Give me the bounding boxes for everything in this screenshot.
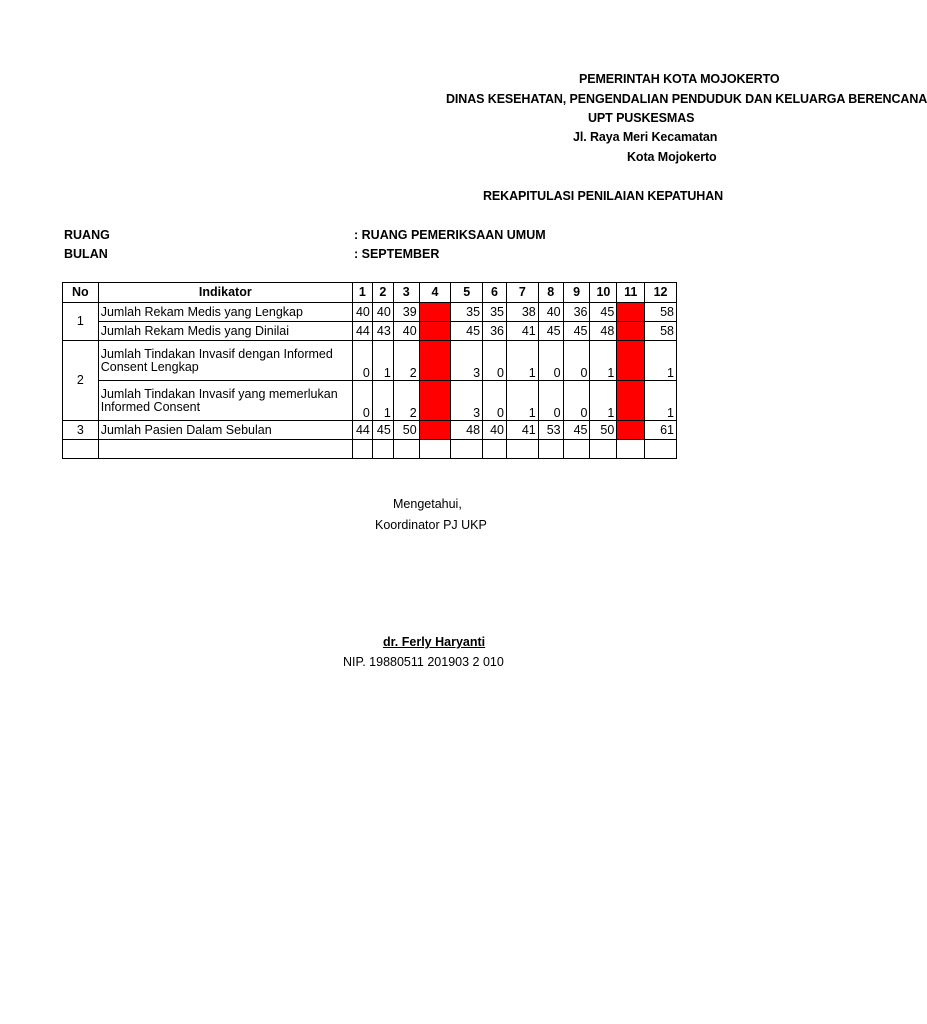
col-header-day: 7 [506, 283, 538, 303]
highlight-cell [419, 322, 451, 341]
value-cell: 40 [483, 421, 507, 440]
value-cell: 35 [483, 303, 507, 322]
header-line-2: DINAS KESEHATAN, PENGENDALIAN PENDUDUK DAN KELUARGA BERENCANA [446, 92, 927, 106]
value-cell: 58 [645, 322, 677, 341]
col-header-day: 6 [483, 283, 507, 303]
value-cell: 48 [590, 322, 617, 341]
value-cell: 0 [563, 341, 590, 381]
ruang-value: : RUANG PEMERIKSAAN UMUM [354, 228, 546, 242]
col-header-no: No [63, 283, 99, 303]
header-line-4: Jl. Raya Meri Kecamatan [573, 130, 718, 144]
value-cell: 36 [563, 303, 590, 322]
value-cell: 44 [352, 322, 372, 341]
empty-cell [63, 440, 99, 459]
header-line-1: PEMERINTAH KOTA MOJOKERTO [579, 72, 780, 86]
col-header-indikator: Indikator [98, 283, 352, 303]
value-cell: 0 [538, 341, 563, 381]
empty-cell [617, 440, 645, 459]
mengetahui-label: Mengetahui, [393, 497, 462, 511]
value-cell: 45 [538, 322, 563, 341]
value-cell: 2 [393, 381, 419, 421]
highlight-cell [419, 303, 451, 322]
value-cell: 40 [352, 303, 372, 322]
value-cell: 1 [372, 341, 393, 381]
value-cell: 2 [393, 341, 419, 381]
value-cell: 45 [590, 303, 617, 322]
col-header-day: 9 [563, 283, 590, 303]
value-cell: 3 [451, 381, 483, 421]
bulan-label: BULAN [64, 247, 108, 261]
value-cell: 36 [483, 322, 507, 341]
highlight-cell [617, 303, 645, 322]
value-cell: 1 [372, 381, 393, 421]
empty-cell [372, 440, 393, 459]
empty-cell [563, 440, 590, 459]
col-header-day: 4 [419, 283, 451, 303]
value-cell: 41 [506, 421, 538, 440]
table-row [63, 303, 677, 322]
value-cell: 40 [372, 303, 393, 322]
value-cell: 1 [590, 341, 617, 381]
col-header-day: 10 [590, 283, 617, 303]
highlight-cell [419, 421, 451, 440]
col-header-day: 5 [451, 283, 483, 303]
table-header-row [63, 283, 677, 303]
table-row [63, 421, 677, 440]
value-cell: 0 [563, 381, 590, 421]
value-cell: 45 [563, 421, 590, 440]
value-cell: 58 [645, 303, 677, 322]
value-cell: 43 [372, 322, 393, 341]
empty-cell [645, 440, 677, 459]
value-cell: 1 [506, 341, 538, 381]
value-cell: 45 [372, 421, 393, 440]
value-cell: 50 [590, 421, 617, 440]
value-cell: 61 [645, 421, 677, 440]
table-row [63, 341, 677, 381]
empty-cell [483, 440, 507, 459]
empty-cell [538, 440, 563, 459]
empty-cell [98, 440, 352, 459]
value-cell: 39 [393, 303, 419, 322]
indicator-label: Jumlah Pasien Dalam Sebulan [98, 421, 352, 440]
row-number: 3 [63, 421, 99, 440]
empty-cell [451, 440, 483, 459]
highlight-cell [617, 421, 645, 440]
value-cell: 1 [645, 381, 677, 421]
empty-cell [590, 440, 617, 459]
empty-cell [352, 440, 372, 459]
col-header-day: 11 [617, 283, 645, 303]
value-cell: 41 [506, 322, 538, 341]
col-header-day: 12 [645, 283, 677, 303]
value-cell: 45 [451, 322, 483, 341]
value-cell: 1 [506, 381, 538, 421]
col-header-day: 3 [393, 283, 419, 303]
value-cell: 0 [352, 381, 372, 421]
indicator-label: Jumlah Tindakan Invasif yang memerlukan Informed Consent [98, 381, 352, 421]
value-cell: 0 [538, 381, 563, 421]
indicator-label: Jumlah Tindakan Invasif dengan Informed Consent Lengkap [98, 341, 352, 381]
table-row [63, 322, 677, 341]
value-cell: 40 [393, 322, 419, 341]
highlight-cell [617, 381, 645, 421]
value-cell: 1 [590, 381, 617, 421]
ruang-label: RUANG [64, 228, 110, 242]
table-row-empty [63, 440, 677, 459]
value-cell: 0 [352, 341, 372, 381]
indicator-label: Jumlah Rekam Medis yang Dinilai [98, 322, 352, 341]
value-cell: 0 [483, 341, 507, 381]
value-cell: 45 [563, 322, 590, 341]
rekap-table [62, 282, 677, 459]
koordinator-label: Koordinator PJ UKP [375, 518, 487, 532]
bulan-value: : SEPTEMBER [354, 247, 440, 261]
highlight-cell [617, 322, 645, 341]
report-title: REKAPITULASI PENILAIAN KEPATUHAN [483, 189, 724, 203]
value-cell: 50 [393, 421, 419, 440]
indicator-label: Jumlah Rekam Medis yang Lengkap [98, 303, 352, 322]
highlight-cell [419, 341, 451, 381]
signer-name: dr. Ferly Haryanti [383, 635, 486, 649]
value-cell: 0 [483, 381, 507, 421]
highlight-cell [617, 341, 645, 381]
value-cell: 40 [538, 303, 563, 322]
value-cell: 44 [352, 421, 372, 440]
empty-cell [419, 440, 451, 459]
value-cell: 48 [451, 421, 483, 440]
table-row [63, 381, 677, 421]
col-header-day: 1 [352, 283, 372, 303]
row-number: 1 [63, 303, 99, 341]
value-cell: 35 [451, 303, 483, 322]
value-cell: 1 [645, 341, 677, 381]
value-cell: 3 [451, 341, 483, 381]
empty-cell [393, 440, 419, 459]
col-header-day: 8 [538, 283, 563, 303]
header-line-5: Kota Mojokerto [627, 150, 717, 164]
header-line-3: UPT PUSKESMAS [588, 111, 695, 125]
value-cell: 38 [506, 303, 538, 322]
value-cell: 53 [538, 421, 563, 440]
highlight-cell [419, 381, 451, 421]
row-number: 2 [63, 341, 99, 421]
col-header-day: 2 [372, 283, 393, 303]
signer-nip: NIP. 19880511 201903 2 010 [343, 655, 504, 669]
empty-cell [506, 440, 538, 459]
